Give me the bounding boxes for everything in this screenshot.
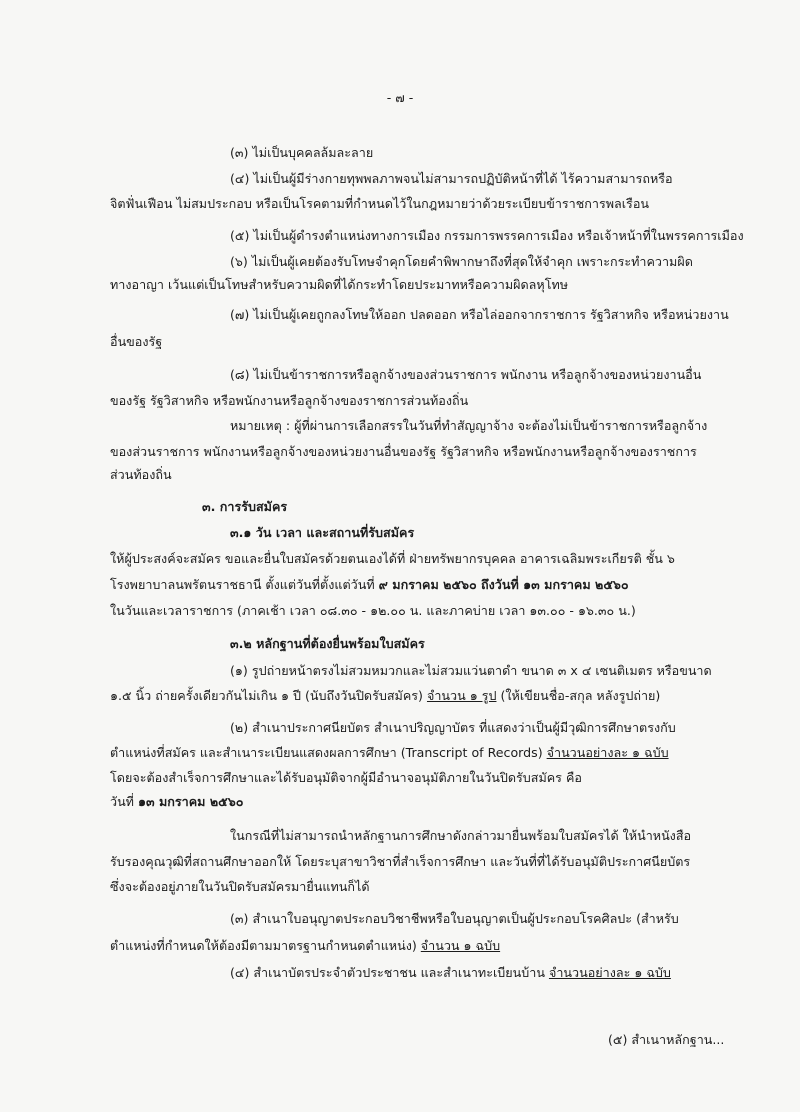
section-3-1-line-2-text: โรงพยาบาลนพรัตนราชธานี ตั้งแต่วันที่ตั้งแต่วันที่: [110, 577, 379, 592]
document-2-quantity: จำนวนอย่างละ ๑ ฉบับ: [546, 745, 669, 760]
qualification-8-line-1: (๘) ไม่เป็นข้าราชการหรือลูกจ้างของส่วนราชการ พนักงาน หรือลูกจ้างของหน่วยงานอื่น: [230, 367, 702, 382]
section-3-1-line-1: ให้ผู้ประสงค์จะสมัคร ขอและยื่นใบสมัครด้วยตนเองได้ที่ ฝ่ายทรัพยากรบุคคล อาคารเฉลิมพระเกียรติ ชั้น ๖: [110, 551, 675, 566]
document-1-line-1: (๑) รูปถ่ายหน้าตรงไม่สวมหมวกและไม่สวมแว่นตาดำ ขนาด ๓ x ๔ เซนติเมตร หรือขนาด: [230, 663, 712, 678]
note-line-1: หมายเหตุ : ผู้ที่ผ่านการเลือกสรรในวันที่ทำสัญญาจ้าง จะต้องไม่เป็นข้าราชการหรือลูกจ้าง: [230, 418, 708, 433]
document-1-line-2: [110, 686, 660, 706]
qualification-4-line-1: (๔) ไม่เป็นผู้มีร่างกายทุพพลภาพจนไม่สามารถปฏิบัติหน้าที่ได้ ไร้ความสามารถหรือ: [230, 171, 673, 186]
qualification-4-line-2: จิตฟั่นเฟือน ไม่สมประกอบ หรือเป็นโรคตามที่กำหนดไว้ในกฎหมายว่าด้วยระเบียบข้าราชการพลเรือน: [110, 196, 649, 211]
qualification-7-line-1: (๗) ไม่เป็นผู้เคยถูกลงโทษให้ออก ปลดออก หรือไล่ออกจากราชการ รัฐวิสาหกิจ หรือหน่วยงาน: [230, 307, 729, 322]
qualification-6-line-1: (๖) ไม่เป็นผู้เคยต้องรับโทษจำคุกโดยคำพิพากษาถึงที่สุดให้จำคุก เพราะกระทำความผิด: [230, 254, 693, 269]
continuation-marker: (๕) สำเนาหลักฐาน...: [608, 1032, 725, 1047]
document-2-line-4: [110, 792, 243, 812]
qualification-5: (๕) ไม่เป็นผู้ดำรงตำแหน่งทางการเมือง กรรมการพรรคการเมือง หรือเจ้าหน้าที่ในพรรคการเมือง: [230, 228, 744, 243]
section-3-1-line-2: [110, 575, 629, 595]
document-4-line: [230, 963, 671, 983]
note-line-3: ส่วนท้องถิ่น: [110, 467, 172, 482]
document-1-quantity: จำนวน ๑ รูป: [426, 688, 497, 703]
qualification-3: (๓) ไม่เป็นบุคคลล้มละลาย: [230, 145, 374, 160]
document-3-line-2: [110, 936, 500, 956]
section-3-1-line-3: ในวันและเวลาราชการ (ภาคเช้า เวลา ๐๘.๓๐ - ๑๒.๐๐ น. และภาคบ่าย เวลา ๑๓.๐๐ - ๑๖.๓๐ น.): [110, 603, 636, 618]
document-3-line-1: (๓) สำเนาใบอนุญาตประกอบวิชาชีพหรือใบอนุญาตเป็นผู้ประกอบโรคศิลปะ (สำหรับ: [230, 911, 679, 926]
application-period: ๙ มกราคม ๒๕๖๐ ถึงวันที่ ๑๓ มกราคม ๒๕๖๐: [378, 577, 629, 592]
page-number: - ๗ -: [386, 90, 414, 105]
qualification-8-line-2: ของรัฐ รัฐวิสาหกิจ หรือพนักงานหรือลูกจ้างของราชการส่วนท้องถิ่น: [110, 393, 469, 408]
document-2-date-label: วันที่: [110, 794, 138, 809]
qualification-6-line-2: ทางอาญา เว้นแต่เป็นโทษสำหรับความผิดที่ได้กระทำโดยประมาทหรือความผิดลหุโทษ: [110, 277, 569, 292]
document-2-line-3: โดยจะต้องสำเร็จการศึกษาและได้รับอนุมัติจากผู้มีอำนาจอนุมัติภายในวันปิดรับสมัคร คือ: [110, 770, 582, 785]
document-4-text: (๔) สำเนาบัตรประจำตัวประชาชน และสำเนาทะเบียนบ้าน: [230, 965, 549, 980]
document-2-paragraph-2-line-2: รับรองคุณวุฒิที่สถานศึกษาออกให้ โดยระบุสาขาวิชาที่สำเร็จการศึกษา และวันที่ที่ได้รับอนุมัติประกาศนียบัตร: [110, 854, 691, 869]
document-2-paragraph-2-line-1: ในกรณีที่ไม่สามารถนำหลักฐานการศึกษาดังกล่าวมายื่นพร้อมใบสมัครได้ ให้นำหนังสือ: [230, 828, 692, 843]
document-2-closing-date: ๑๓ มกราคม ๒๕๖๐: [138, 794, 244, 809]
document-2-line-2: [110, 743, 669, 763]
document-3-text: ตำแหน่งที่กำหนดให้ต้องมีตามมาตรฐานกำหนดตำแหน่ง): [110, 938, 421, 953]
document-2-paragraph-2-line-3: ซึ่งจะต้องอยู่ภายในวันปิดรับสมัครมายื่นแทนก็ได้: [110, 879, 370, 894]
note-line-2: ของส่วนราชการ พนักงานหรือลูกจ้างของหน่วยงานอื่นของรัฐ รัฐวิสาหกิจ หรือพนักงานหรือลูกจ้างของราชการ: [110, 444, 697, 459]
section-3-heading: ๓. การรับสมัคร: [202, 499, 288, 514]
qualification-7-line-2: อื่นของรัฐ: [110, 334, 163, 349]
document-4-quantity: จำนวนอย่างละ ๑ ฉบับ: [548, 965, 671, 980]
document-2-line-1: (๒) สำเนาประกาศนียบัตร สำเนาปริญญาบัตร ที่แสดงว่าเป็นผู้มีวุฒิการศึกษาตรงกับ: [230, 720, 676, 735]
section-3-2-heading: ๓.๒ หลักฐานที่ต้องยื่นพร้อมใบสมัคร: [230, 636, 425, 651]
document-1-text: ๑.๕ นิ้ว ถ่ายครั้งเดียวกันไม่เกิน ๑ ปี (นับถึงวันปิดรับสมัคร): [110, 688, 427, 703]
section-3-1-heading: ๓.๑ วัน เวลา และสถานที่รับสมัคร: [230, 525, 415, 540]
document-2-text: ตำแหน่งที่สมัคร และสำเนาระเบียนแสดงผลการศึกษา (Transcript of Records): [110, 745, 547, 760]
document-3-quantity: จำนวน ๑ ฉบับ: [420, 938, 501, 953]
document-1-remark: (ให้เขียนชื่อ-สกุล หลังรูปถ่าย): [496, 688, 661, 703]
